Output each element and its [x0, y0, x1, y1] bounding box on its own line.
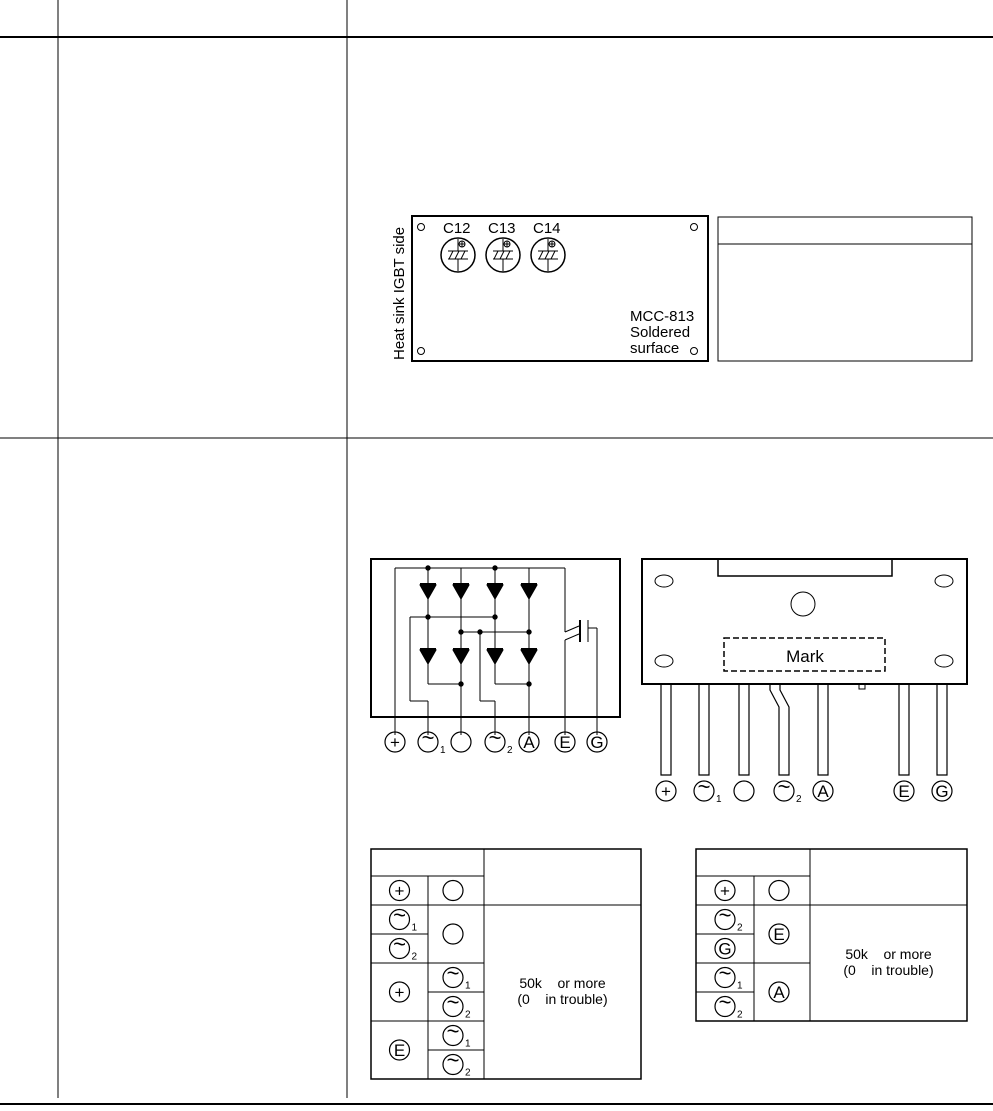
terminal-e-symbol: [894, 781, 914, 801]
terminal-label: ~: [393, 902, 406, 928]
mark-label: Mark: [786, 647, 824, 666]
terminal-ac2-symbol: [390, 932, 418, 963]
svg-text:C14: C14: [533, 220, 561, 237]
terminal-subscript: 2: [465, 1009, 471, 1021]
terminal-label: ~: [446, 1047, 460, 1073]
terminal-blank-symbol: [443, 924, 463, 944]
diodes: [420, 566, 537, 686]
terminal-label: ~: [718, 989, 732, 1015]
terminal-label: A: [773, 983, 785, 1002]
blank-side-box: [718, 217, 972, 361]
terminal-label: ~: [488, 725, 502, 750]
terminal-ac2-symbol: [443, 1048, 471, 1079]
terminal-subscript: 2: [796, 794, 802, 805]
terminal-g-symbol: [587, 732, 607, 752]
terminal-subscript: 2: [737, 922, 743, 934]
terminal-e-symbol: [555, 732, 575, 752]
resistance-table-right: [696, 849, 967, 1021]
terminal-ac2-symbol: [485, 725, 513, 756]
terminal-label: ~: [718, 902, 732, 928]
schematic-pin-labels: [385, 725, 607, 756]
terminal-label: G: [718, 939, 732, 959]
terminal-ac1-symbol: [694, 774, 722, 805]
resistance-value-line: 50k or more: [519, 975, 606, 991]
terminal-ac1-symbol: [443, 1019, 471, 1050]
capacitor-board-diagram: [391, 216, 972, 361]
terminal-label: A: [523, 733, 535, 752]
terminal-subscript: 2: [737, 1009, 743, 1021]
terminal-plus-symbol: [656, 781, 676, 801]
terminal-a-symbol: [813, 781, 833, 801]
terminal-label: E: [393, 1041, 406, 1060]
terminal-subscript: 1: [465, 1038, 471, 1050]
terminal-label: +: [390, 733, 400, 752]
resistance-table-left: [371, 849, 641, 1079]
terminal-e-symbol: [390, 1040, 410, 1060]
terminal-label: +: [720, 881, 730, 901]
terminal-subscript: 1: [737, 980, 743, 992]
capacitor-c14: [531, 220, 565, 272]
terminal-plus-symbol: [715, 881, 735, 901]
terminal-label: ~: [697, 774, 711, 799]
terminal-subscript: 2: [411, 951, 418, 963]
terminal-subscript: 1: [411, 922, 418, 934]
terminal-subscript: 1: [716, 794, 722, 805]
terminal-g-symbol: [715, 939, 735, 959]
terminal-ac1-symbol: [418, 725, 446, 756]
board-label-line2: Soldered: [630, 324, 691, 341]
terminal-label: ~: [446, 989, 460, 1015]
terminal-subscript: 2: [465, 1067, 471, 1079]
terminal-subscript: 2: [507, 745, 513, 756]
terminal-label: E: [898, 782, 910, 801]
terminal-label: +: [394, 983, 405, 1002]
terminal-plus-symbol: [390, 881, 410, 901]
terminal-ac1-symbol: [443, 961, 471, 992]
resistance-value-line: (0 in trouble): [517, 991, 608, 1007]
terminal-subscript: 1: [440, 745, 446, 756]
terminal-blank-symbol: [443, 881, 463, 901]
terminal-label: ~: [777, 774, 791, 799]
terminal-ac1-symbol: [390, 903, 418, 934]
terminal-label: ~: [718, 960, 732, 986]
terminal-plus-symbol: [385, 732, 405, 752]
terminal-ac1-symbol: [715, 961, 743, 992]
terminal-label: E: [559, 733, 571, 752]
terminal-label: ~: [393, 931, 406, 957]
terminal-ac2-symbol: [774, 774, 802, 805]
heat-sink-side-label: Heat sink IGBT side: [391, 226, 408, 360]
terminal-blank-symbol: [769, 881, 789, 901]
capacitor-c12: [441, 220, 475, 272]
module-package-drawing: [642, 559, 967, 775]
board-label-line1: MCC-813: [630, 308, 695, 325]
terminal-g-symbol: [932, 781, 952, 801]
terminal-label: ~: [446, 960, 460, 986]
terminal-subscript: 1: [465, 980, 471, 992]
terminal-label: E: [773, 925, 785, 944]
terminal-a-symbol: [769, 982, 789, 1002]
terminal-ac2-symbol: [715, 990, 743, 1021]
terminal-ac2-symbol: [443, 990, 471, 1021]
resistance-value-line: (0 in trouble): [843, 962, 934, 978]
svg-text:C12: C12: [443, 220, 471, 237]
terminal-label: ~: [446, 1018, 460, 1044]
terminal-label: +: [394, 881, 405, 901]
terminal-label: ~: [421, 725, 435, 750]
board-label-line3: surface: [630, 340, 680, 357]
terminal-plus-symbol: [390, 982, 410, 1002]
package-pin-labels: [656, 774, 952, 805]
terminal-label: G: [935, 782, 949, 801]
capacitor-c13: [486, 220, 520, 272]
svg-text:C13: C13: [488, 220, 516, 237]
resistance-value-line: 50k or more: [845, 946, 932, 962]
terminal-ac2-symbol: [715, 903, 743, 934]
terminal-label: +: [661, 782, 671, 801]
terminal-a-symbol: [519, 732, 539, 752]
terminal-e-symbol: [769, 924, 789, 944]
terminal-blank-symbol: [734, 781, 754, 801]
terminal-label: A: [817, 782, 829, 801]
terminal-label: G: [590, 733, 604, 752]
